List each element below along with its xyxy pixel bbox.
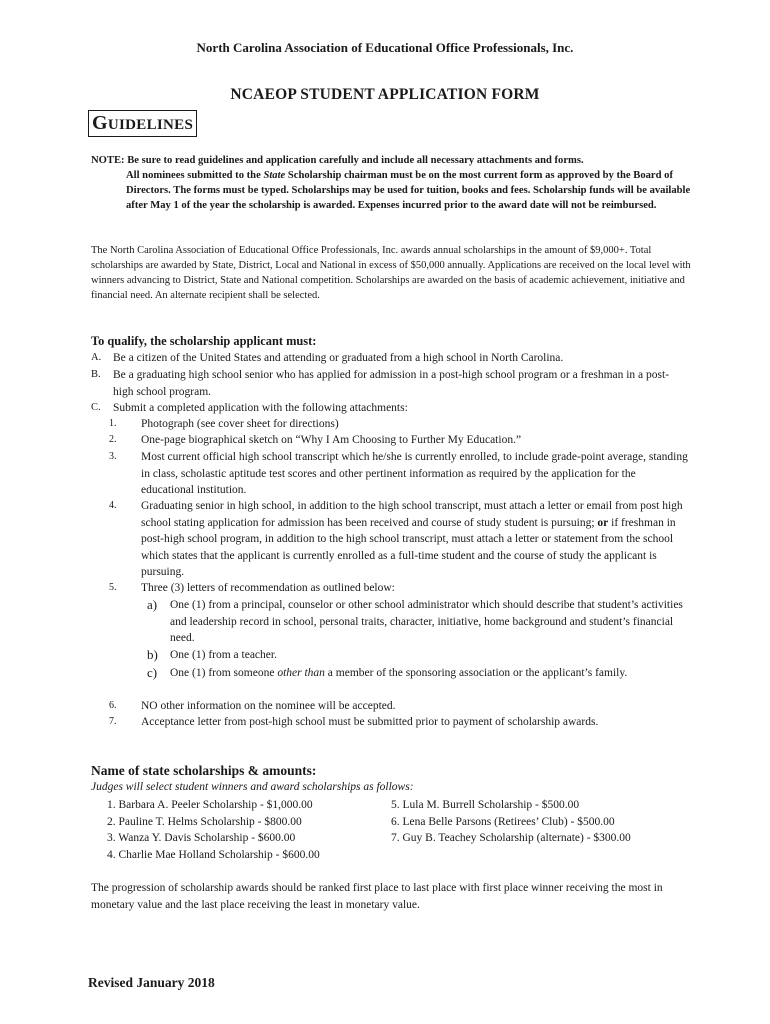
recommendation-text-before: One (1) from someone [170, 667, 278, 679]
requirement-marker: C. [91, 402, 101, 413]
scholarship-entry: 2. Pauline T. Helms Scholarship - $800.00 [107, 815, 302, 828]
requirement-text: Be a graduating high school senior who has applied for admission in a post-high school program or a freshman in a post-high school program. [113, 369, 670, 398]
recommendation-text: One (1) from a principal, counselor or other school administrator which should describe that student’s activities and leadership record in school, personal traits, character, initiative, home background and student’s financial need. [170, 599, 683, 644]
attachment-marker: 7. [109, 716, 117, 727]
requirement-marker: B. [91, 369, 101, 380]
form-title: NCAEOP STUDENT APPLICATION FORM [230, 86, 540, 103]
guidelines-heading [88, 110, 197, 137]
recommendation-text: One (1) from a teacher. [170, 649, 277, 661]
attachment-text: Three (3) letters of recommendation as outlined below: [141, 582, 395, 594]
attachment-text-before: Graduating senior in high school, in addition to the high school transcript, must attach a letter or email from post high school stating application for admission has been received and course of study student is pursuing; [141, 500, 683, 529]
recommendation-marker: a) [147, 597, 158, 612]
requirement-text: Submit a completed application with the following attachments: [113, 402, 408, 414]
recommendation-text-after: a member of the sponsoring association or the applicant’s family. [324, 667, 628, 679]
revised-date: Revised January 2018 [88, 975, 215, 990]
scholarships-right-column [391, 797, 631, 847]
attachment-text [141, 498, 689, 581]
scholarship-entry: 5. Lula M. Burrell Scholarship - $500.00 [391, 799, 580, 811]
attachment-text: Most current official high school transcript which he/she is currently enrolled, to include grade-point average, standing in class, scholastic aptitude test scores and other pertinent information as required by the application for the educational institution. [141, 451, 688, 496]
scholarship-entry: 6. Lena Belle Parsons (Retirees’ Club) - $500.00 [391, 815, 615, 828]
note-paragraph [91, 153, 691, 213]
attachment-marker: 2. [109, 434, 117, 445]
attachment-text: One-page biographical sketch on “Why I Am Choosing to Further My Education.” [141, 434, 522, 446]
note-state-italic: State [263, 170, 286, 181]
attachment-text-after: if freshman in post-high school program, in addition to the high school transcript, must attach a letter or statement from the school which states that the applicant is currently enrolled as a full-time student and the course of study the applicant is pursuing. [141, 516, 676, 578]
attachment-text-or: or [597, 516, 609, 529]
recommendation-text [170, 665, 685, 682]
recommendation-marker: c) [147, 665, 158, 680]
intro-paragraph: The North Carolina Association of Educational Office Professionals, Inc. awards annual scholarships in the amount of $9,000+. Total scholarships are awarded by State, District, Local and National in excess of $50,000 annually. Applications are received on the local level with winners advancing to District, State and National competition. Scholarships are awarded on the basis of academic achievement, initiative and financial need. An alternate recipient shall be selected. [91, 245, 691, 301]
guidelines-heading-initial: G [92, 112, 108, 134]
attachment-marker: 6. [109, 700, 117, 711]
scholarship-entry: 1. Barbara A. Peeler Scholarship - $1,000.00 [107, 799, 313, 811]
guidelines-heading-rest: UIDELINES [107, 117, 194, 133]
scholarships-left-column [107, 797, 320, 863]
requirement-marker: A. [91, 352, 102, 363]
scholarships-subheading: Judges will select student winners and award scholarships as follows: [91, 781, 414, 793]
note-line2-after: Scholarship chairman must be on the most current form as [285, 170, 555, 181]
note-rest: approved by the Board of Directors. The forms must be typed. Scholarships may be used for tuition, books and fees. Scholarship funds will be available after May 1 of the year the scholarship is awarded. Expenses incurred prior to the award date will not be reimbursed. [126, 170, 691, 211]
scholarship-entry: 7. Guy B. Teachey Scholarship (alternate) - $300.00 [391, 832, 631, 844]
scholarships-heading: Name of state scholarships & amounts: [91, 763, 317, 778]
recommendation-marker: b) [147, 647, 158, 662]
attachment-text: Acceptance letter from post-high school must be submitted prior to payment of scholarship awards. [141, 716, 599, 728]
recommendation-text-italic: other than [277, 667, 325, 679]
qualify-heading: To qualify, the scholarship applicant must: [91, 334, 317, 348]
note-body [91, 168, 691, 213]
requirement-text: Be a citizen of the United States and attending or graduated from a high school in North Carolina. [113, 352, 564, 364]
attachment-marker: 1. [109, 418, 117, 429]
attachment-text: Photograph (see cover sheet for directions) [141, 418, 339, 430]
attachment-marker: 3. [109, 451, 117, 462]
note-prefix: NOTE: Be sure to read guidelines and application carefully and include all necessary attachments and forms. [91, 155, 584, 166]
closing-paragraph: The progression of scholarship awards should be ranked first place to last place with first place winner receiving the most in monetary value and the last place receiving the least in monetary value. [91, 882, 663, 911]
scholarship-entry: 3. Wanza Y. Davis Scholarship - $600.00 [107, 832, 296, 844]
note-line2-before: All nominees submitted to the [126, 170, 264, 181]
attachment-marker: 4. [109, 500, 117, 511]
scholarship-entry: 4. Charlie Mae Holland Scholarship - $600.00 [107, 848, 320, 861]
attachment-text: NO other information on the nominee will be accepted. [141, 700, 396, 712]
organization-header: North Carolina Association of Educational Office Professionals, Inc. [196, 40, 574, 55]
attachment-marker: 5. [109, 582, 117, 593]
